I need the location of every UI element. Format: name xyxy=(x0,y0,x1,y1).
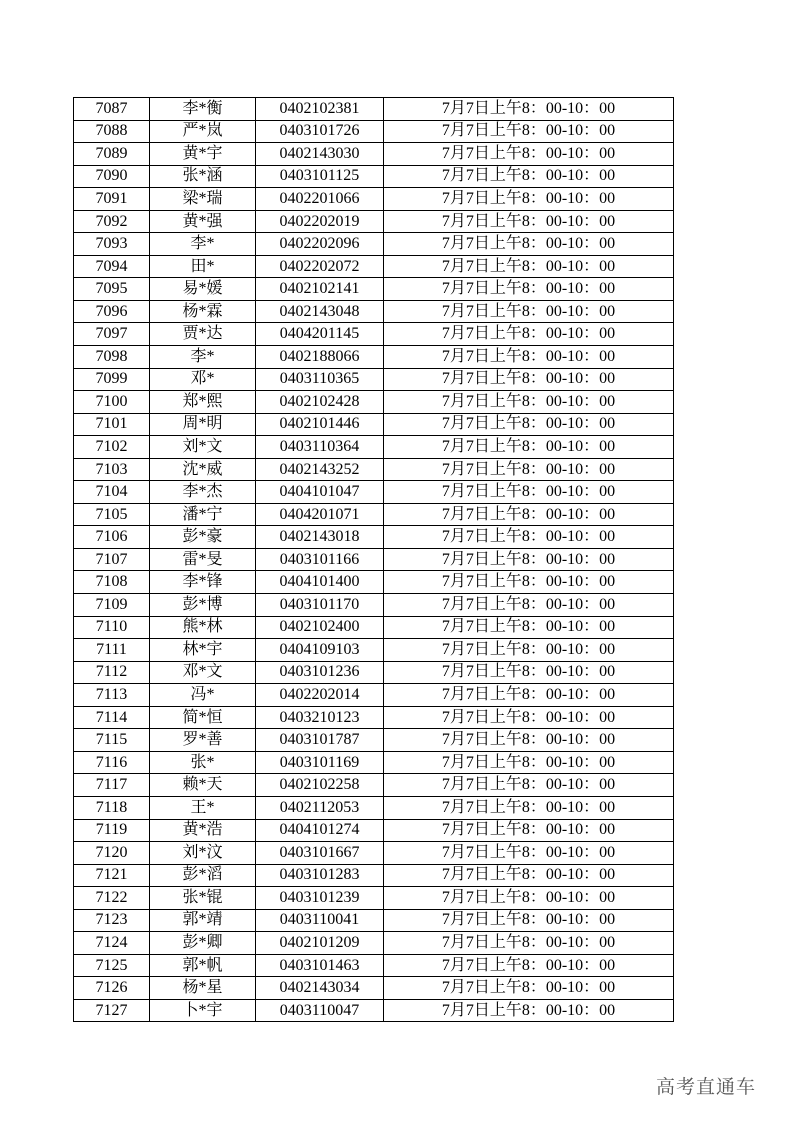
student-name-cell: 沈*威 xyxy=(150,458,256,481)
student-name-cell: 熊*林 xyxy=(150,616,256,639)
seat-number-cell: 7091 xyxy=(74,188,150,211)
exam-id-cell: 0402143018 xyxy=(256,526,384,549)
exam-id-cell: 0402143252 xyxy=(256,458,384,481)
exam-id-cell: 0402102428 xyxy=(256,391,384,414)
exam-id-cell: 0403101787 xyxy=(256,729,384,752)
exam-time-cell: 7月7日上午8：00-10：00 xyxy=(384,413,674,436)
exam-id-cell: 0404101047 xyxy=(256,481,384,504)
table-row xyxy=(74,210,674,233)
exam-id-cell: 0402202072 xyxy=(256,255,384,278)
exam-time-cell: 7月7日上午8：00-10：00 xyxy=(384,887,674,910)
exam-id-cell: 0404101400 xyxy=(256,571,384,594)
table-row xyxy=(74,548,674,571)
seat-number-cell: 7115 xyxy=(74,729,150,752)
exam-id-cell: 0402201066 xyxy=(256,188,384,211)
exam-time-cell: 7月7日上午8：00-10：00 xyxy=(384,526,674,549)
student-name-cell: 邓*文 xyxy=(150,661,256,684)
exam-id-cell: 0402143030 xyxy=(256,143,384,166)
student-name-cell: 彭*豪 xyxy=(150,526,256,549)
exam-time-cell: 7月7日上午8：00-10：00 xyxy=(384,233,674,256)
seat-number-cell: 7098 xyxy=(74,346,150,369)
exam-time-cell: 7月7日上午8：00-10：00 xyxy=(384,751,674,774)
exam-time-cell: 7月7日上午8：00-10：00 xyxy=(384,391,674,414)
exam-id-cell: 0403101125 xyxy=(256,165,384,188)
table-row xyxy=(74,233,674,256)
exam-id-cell: 0402102141 xyxy=(256,278,384,301)
student-name-cell: 王* xyxy=(150,796,256,819)
student-name-cell: 郑*熙 xyxy=(150,391,256,414)
exam-id-cell: 0403110047 xyxy=(256,999,384,1022)
student-name-cell: 黄*浩 xyxy=(150,819,256,842)
exam-id-cell: 0403101726 xyxy=(256,120,384,143)
student-name-cell: 张*涵 xyxy=(150,165,256,188)
exam-id-cell: 0402188066 xyxy=(256,346,384,369)
student-name-cell: 邓* xyxy=(150,368,256,391)
exam-id-cell: 0403110364 xyxy=(256,436,384,459)
seat-number-cell: 7111 xyxy=(74,639,150,662)
seat-number-cell: 7114 xyxy=(74,706,150,729)
exam-time-cell: 7月7日上午8：00-10：00 xyxy=(384,165,674,188)
table-row xyxy=(74,255,674,278)
student-name-cell: 罗*善 xyxy=(150,729,256,752)
table-row xyxy=(74,729,674,752)
exam-id-cell: 0403210123 xyxy=(256,706,384,729)
exam-id-cell: 0403110365 xyxy=(256,368,384,391)
table-row xyxy=(74,954,674,977)
exam-id-cell: 0402143048 xyxy=(256,300,384,323)
student-name-cell: 林*宇 xyxy=(150,639,256,662)
seat-number-cell: 7107 xyxy=(74,548,150,571)
seat-number-cell: 7093 xyxy=(74,233,150,256)
exam-time-cell: 7月7日上午8：00-10：00 xyxy=(384,368,674,391)
student-name-cell: 潘*宁 xyxy=(150,503,256,526)
seat-number-cell: 7089 xyxy=(74,143,150,166)
table-row xyxy=(74,165,674,188)
seat-number-cell: 7097 xyxy=(74,323,150,346)
exam-id-cell: 0402143034 xyxy=(256,977,384,1000)
student-name-cell: 简*恒 xyxy=(150,706,256,729)
exam-id-cell: 0403101170 xyxy=(256,594,384,617)
seat-number-cell: 7110 xyxy=(74,616,150,639)
table-row xyxy=(74,413,674,436)
exam-time-cell: 7月7日上午8：00-10：00 xyxy=(384,120,674,143)
exam-time-cell: 7月7日上午8：00-10：00 xyxy=(384,571,674,594)
seat-number-cell: 7103 xyxy=(74,458,150,481)
exam-time-cell: 7月7日上午8：00-10：00 xyxy=(384,932,674,955)
seat-number-cell: 7119 xyxy=(74,819,150,842)
table-row xyxy=(74,751,674,774)
student-name-cell: 黄*宇 xyxy=(150,143,256,166)
student-name-cell: 张*锟 xyxy=(150,887,256,910)
table-row xyxy=(74,842,674,865)
seat-number-cell: 7112 xyxy=(74,661,150,684)
seat-number-cell: 7096 xyxy=(74,300,150,323)
table-row xyxy=(74,323,674,346)
table-row xyxy=(74,481,674,504)
seat-number-cell: 7101 xyxy=(74,413,150,436)
exam-id-cell: 0402102400 xyxy=(256,616,384,639)
table-row xyxy=(74,346,674,369)
seat-number-cell: 7106 xyxy=(74,526,150,549)
student-name-cell: 彭*滔 xyxy=(150,864,256,887)
exam-id-cell: 0402202096 xyxy=(256,233,384,256)
student-name-cell: 张* xyxy=(150,751,256,774)
student-name-cell: 雷*旻 xyxy=(150,548,256,571)
table-row xyxy=(74,977,674,1000)
student-name-cell: 杨*霖 xyxy=(150,300,256,323)
seat-number-cell: 7116 xyxy=(74,751,150,774)
seat-number-cell: 7118 xyxy=(74,796,150,819)
student-name-cell: 刘*文 xyxy=(150,436,256,459)
table-row xyxy=(74,909,674,932)
exam-time-cell: 7月7日上午8：00-10：00 xyxy=(384,98,674,121)
student-name-cell: 李*锋 xyxy=(150,571,256,594)
table-row xyxy=(74,300,674,323)
student-name-cell: 黄*强 xyxy=(150,210,256,233)
exam-id-cell: 0402101209 xyxy=(256,932,384,955)
table-row xyxy=(74,120,674,143)
roster-body xyxy=(74,98,674,1022)
exam-time-cell: 7月7日上午8：00-10：00 xyxy=(384,278,674,301)
student-name-cell: 易*媛 xyxy=(150,278,256,301)
exam-time-cell: 7月7日上午8：00-10：00 xyxy=(384,503,674,526)
exam-id-cell: 0402202014 xyxy=(256,684,384,707)
exam-id-cell: 0402202019 xyxy=(256,210,384,233)
exam-time-cell: 7月7日上午8：00-10：00 xyxy=(384,300,674,323)
exam-time-cell: 7月7日上午8：00-10：00 xyxy=(384,999,674,1022)
seat-number-cell: 7125 xyxy=(74,954,150,977)
exam-time-cell: 7月7日上午8：00-10：00 xyxy=(384,661,674,684)
exam-roster-table xyxy=(73,97,674,1022)
table-row xyxy=(74,639,674,662)
exam-time-cell: 7月7日上午8：00-10：00 xyxy=(384,774,674,797)
table-row xyxy=(74,143,674,166)
seat-number-cell: 7109 xyxy=(74,594,150,617)
table-row xyxy=(74,864,674,887)
student-name-cell: 郭*帆 xyxy=(150,954,256,977)
seat-number-cell: 7127 xyxy=(74,999,150,1022)
exam-id-cell: 0402102258 xyxy=(256,774,384,797)
exam-id-cell: 0403101283 xyxy=(256,864,384,887)
seat-number-cell: 7121 xyxy=(74,864,150,887)
seat-number-cell: 7126 xyxy=(74,977,150,1000)
student-name-cell: 杨*星 xyxy=(150,977,256,1000)
student-name-cell: 梁*瑞 xyxy=(150,188,256,211)
exam-time-cell: 7月7日上午8：00-10：00 xyxy=(384,346,674,369)
exam-time-cell: 7月7日上午8：00-10：00 xyxy=(384,616,674,639)
exam-time-cell: 7月7日上午8：00-10：00 xyxy=(384,210,674,233)
table-row xyxy=(74,503,674,526)
seat-number-cell: 7099 xyxy=(74,368,150,391)
exam-time-cell: 7月7日上午8：00-10：00 xyxy=(384,594,674,617)
table-row xyxy=(74,526,674,549)
seat-number-cell: 7094 xyxy=(74,255,150,278)
student-name-cell: 彭*博 xyxy=(150,594,256,617)
exam-id-cell: 0403101166 xyxy=(256,548,384,571)
seat-number-cell: 7090 xyxy=(74,165,150,188)
student-name-cell: 李*杰 xyxy=(150,481,256,504)
seat-number-cell: 7113 xyxy=(74,684,150,707)
table-row xyxy=(74,98,674,121)
student-name-cell: 郭*靖 xyxy=(150,909,256,932)
exam-time-cell: 7月7日上午8：00-10：00 xyxy=(384,706,674,729)
seat-number-cell: 7087 xyxy=(74,98,150,121)
exam-id-cell: 0403101463 xyxy=(256,954,384,977)
exam-time-cell: 7月7日上午8：00-10：00 xyxy=(384,954,674,977)
exam-time-cell: 7月7日上午8：00-10：00 xyxy=(384,323,674,346)
table-row xyxy=(74,887,674,910)
table-row xyxy=(74,278,674,301)
table-row xyxy=(74,594,674,617)
exam-time-cell: 7月7日上午8：00-10：00 xyxy=(384,729,674,752)
exam-id-cell: 0403101667 xyxy=(256,842,384,865)
seat-number-cell: 7122 xyxy=(74,887,150,910)
table-row xyxy=(74,819,674,842)
seat-number-cell: 7108 xyxy=(74,571,150,594)
seat-number-cell: 7124 xyxy=(74,932,150,955)
exam-time-cell: 7月7日上午8：00-10：00 xyxy=(384,548,674,571)
exam-id-cell: 0403101239 xyxy=(256,887,384,910)
seat-number-cell: 7104 xyxy=(74,481,150,504)
table-row xyxy=(74,436,674,459)
exam-time-cell: 7月7日上午8：00-10：00 xyxy=(384,796,674,819)
table-row xyxy=(74,661,674,684)
table-row xyxy=(74,458,674,481)
student-name-cell: 彭*卿 xyxy=(150,932,256,955)
exam-id-cell: 0404201145 xyxy=(256,323,384,346)
exam-id-cell: 0403101169 xyxy=(256,751,384,774)
student-name-cell: 冯* xyxy=(150,684,256,707)
exam-id-cell: 0404201071 xyxy=(256,503,384,526)
exam-time-cell: 7月7日上午8：00-10：00 xyxy=(384,909,674,932)
seat-number-cell: 7117 xyxy=(74,774,150,797)
table-row xyxy=(74,684,674,707)
seat-number-cell: 7102 xyxy=(74,436,150,459)
table-row xyxy=(74,774,674,797)
table-row xyxy=(74,796,674,819)
exam-time-cell: 7月7日上午8：00-10：00 xyxy=(384,143,674,166)
exam-id-cell: 0402101446 xyxy=(256,413,384,436)
seat-number-cell: 7120 xyxy=(74,842,150,865)
exam-time-cell: 7月7日上午8：00-10：00 xyxy=(384,639,674,662)
exam-time-cell: 7月7日上午8：00-10：00 xyxy=(384,684,674,707)
table-row xyxy=(74,188,674,211)
student-name-cell: 李* xyxy=(150,346,256,369)
exam-time-cell: 7月7日上午8：00-10：00 xyxy=(384,842,674,865)
exam-id-cell: 0404109103 xyxy=(256,639,384,662)
table-row xyxy=(74,932,674,955)
exam-time-cell: 7月7日上午8：00-10：00 xyxy=(384,819,674,842)
exam-id-cell: 0403110041 xyxy=(256,909,384,932)
exam-time-cell: 7月7日上午8：00-10：00 xyxy=(384,436,674,459)
exam-id-cell: 0402112053 xyxy=(256,796,384,819)
exam-time-cell: 7月7日上午8：00-10：00 xyxy=(384,255,674,278)
watermark-logo-text: 高考直通车 xyxy=(656,1076,757,1098)
seat-number-cell: 7095 xyxy=(74,278,150,301)
exam-time-cell: 7月7日上午8：00-10：00 xyxy=(384,977,674,1000)
seat-number-cell: 7100 xyxy=(74,391,150,414)
seat-number-cell: 7123 xyxy=(74,909,150,932)
exam-time-cell: 7月7日上午8：00-10：00 xyxy=(384,864,674,887)
exam-id-cell: 0403101236 xyxy=(256,661,384,684)
seat-number-cell: 7092 xyxy=(74,210,150,233)
table-row xyxy=(74,368,674,391)
table-row xyxy=(74,616,674,639)
student-name-cell: 赖*天 xyxy=(150,774,256,797)
exam-id-cell: 0402102381 xyxy=(256,98,384,121)
student-name-cell: 严*岚 xyxy=(150,120,256,143)
exam-time-cell: 7月7日上午8：00-10：00 xyxy=(384,458,674,481)
seat-number-cell: 7088 xyxy=(74,120,150,143)
table-row xyxy=(74,999,674,1022)
student-name-cell: 周*明 xyxy=(150,413,256,436)
exam-time-cell: 7月7日上午8：00-10：00 xyxy=(384,188,674,211)
exam-time-cell: 7月7日上午8：00-10：00 xyxy=(384,481,674,504)
student-name-cell: 卜*宇 xyxy=(150,999,256,1022)
table-row xyxy=(74,706,674,729)
student-name-cell: 田* xyxy=(150,255,256,278)
table-row xyxy=(74,391,674,414)
exam-id-cell: 0404101274 xyxy=(256,819,384,842)
student-name-cell: 贾*达 xyxy=(150,323,256,346)
seat-number-cell: 7105 xyxy=(74,503,150,526)
student-name-cell: 李*衡 xyxy=(150,98,256,121)
table-row xyxy=(74,571,674,594)
student-name-cell: 李* xyxy=(150,233,256,256)
student-name-cell: 刘*汶 xyxy=(150,842,256,865)
